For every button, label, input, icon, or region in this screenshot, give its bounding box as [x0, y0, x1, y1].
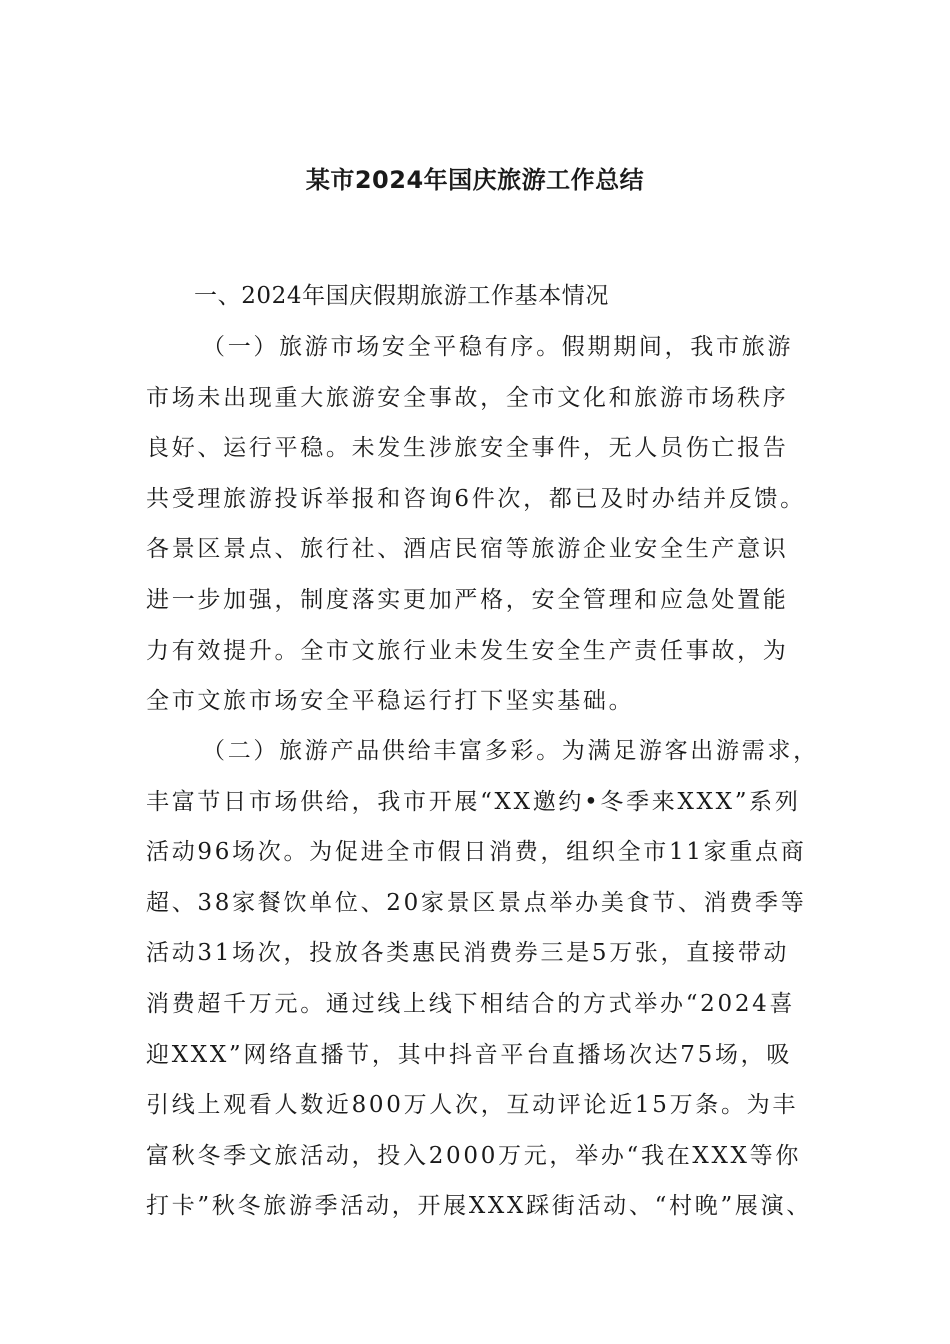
paragraph-line: 超、38家餐饮单位、20家景区景点举办美食节、消费季等 [146, 889, 807, 916]
paragraph-line: 迎XXX”网络直播节，其中抖音平台直播场次达75场，吸 [146, 1041, 793, 1068]
paragraph-line: 共受理旅游投诉举报和咨询6件次，都已及时办结并反馈。 [146, 485, 806, 512]
paragraph-line: 市场未出现重大旅游安全事故，全市文化和旅游市场秩序 [146, 384, 789, 411]
paragraph-line: （二）旅游产品供给丰富多彩。为满足游客出游需求， [202, 738, 819, 764]
paragraph-line: 全市文旅市场安全平稳运行打下坚实基础。 [146, 688, 635, 715]
paragraph-line: 各景区景点、旅行社、酒店民宿等旅游企业安全生产意识 [146, 536, 789, 563]
section-heading: 一、2024年国庆假期旅游工作基本情况 [194, 283, 609, 309]
paragraph-line: 引线上观看人数近800万人次，互动评论近15万条。为丰 [146, 1092, 799, 1119]
paragraph-line: 消费超千万元。通过线上线下相结合的方式举办“2024喜 [146, 990, 796, 1017]
paragraph-line: 活动96场次。为促进全市假日消费，组织全市11家重点商 [146, 839, 807, 866]
paragraph-line: 力有效提升。全市文旅行业未发生安全生产责任事故，为 [146, 637, 789, 664]
paragraph-line: 丰富节日市场供给，我市开展“XX邀约•冬季来XXX”系列 [146, 788, 801, 815]
paragraph-line: 打卡”秋冬旅游季活动，开展XXX踩街活动、“村晚”展演、 [146, 1193, 812, 1220]
paragraph-line: （一）旅游市场安全平稳有序。假期期间，我市旅游 [202, 334, 794, 360]
paragraph-line: 良好、运行平稳。未发生涉旅安全事件，无人员伤亡报告 [146, 435, 789, 462]
paragraph-line: 进一步加强，制度落实更加严格，安全管理和应急处置能 [146, 586, 789, 613]
paragraph-safety [146, 322, 836, 727]
paragraph-line: 富秋冬季文旅活动，投入2000万元，举办“我在XXX等你 [146, 1142, 802, 1169]
paragraph-products [146, 726, 836, 1232]
paragraph-line: 活动31场次，投放各类惠民消费券三是5万张，直接带动 [146, 940, 790, 967]
document-title: 某市2024年国庆旅游工作总结 [305, 166, 645, 194]
